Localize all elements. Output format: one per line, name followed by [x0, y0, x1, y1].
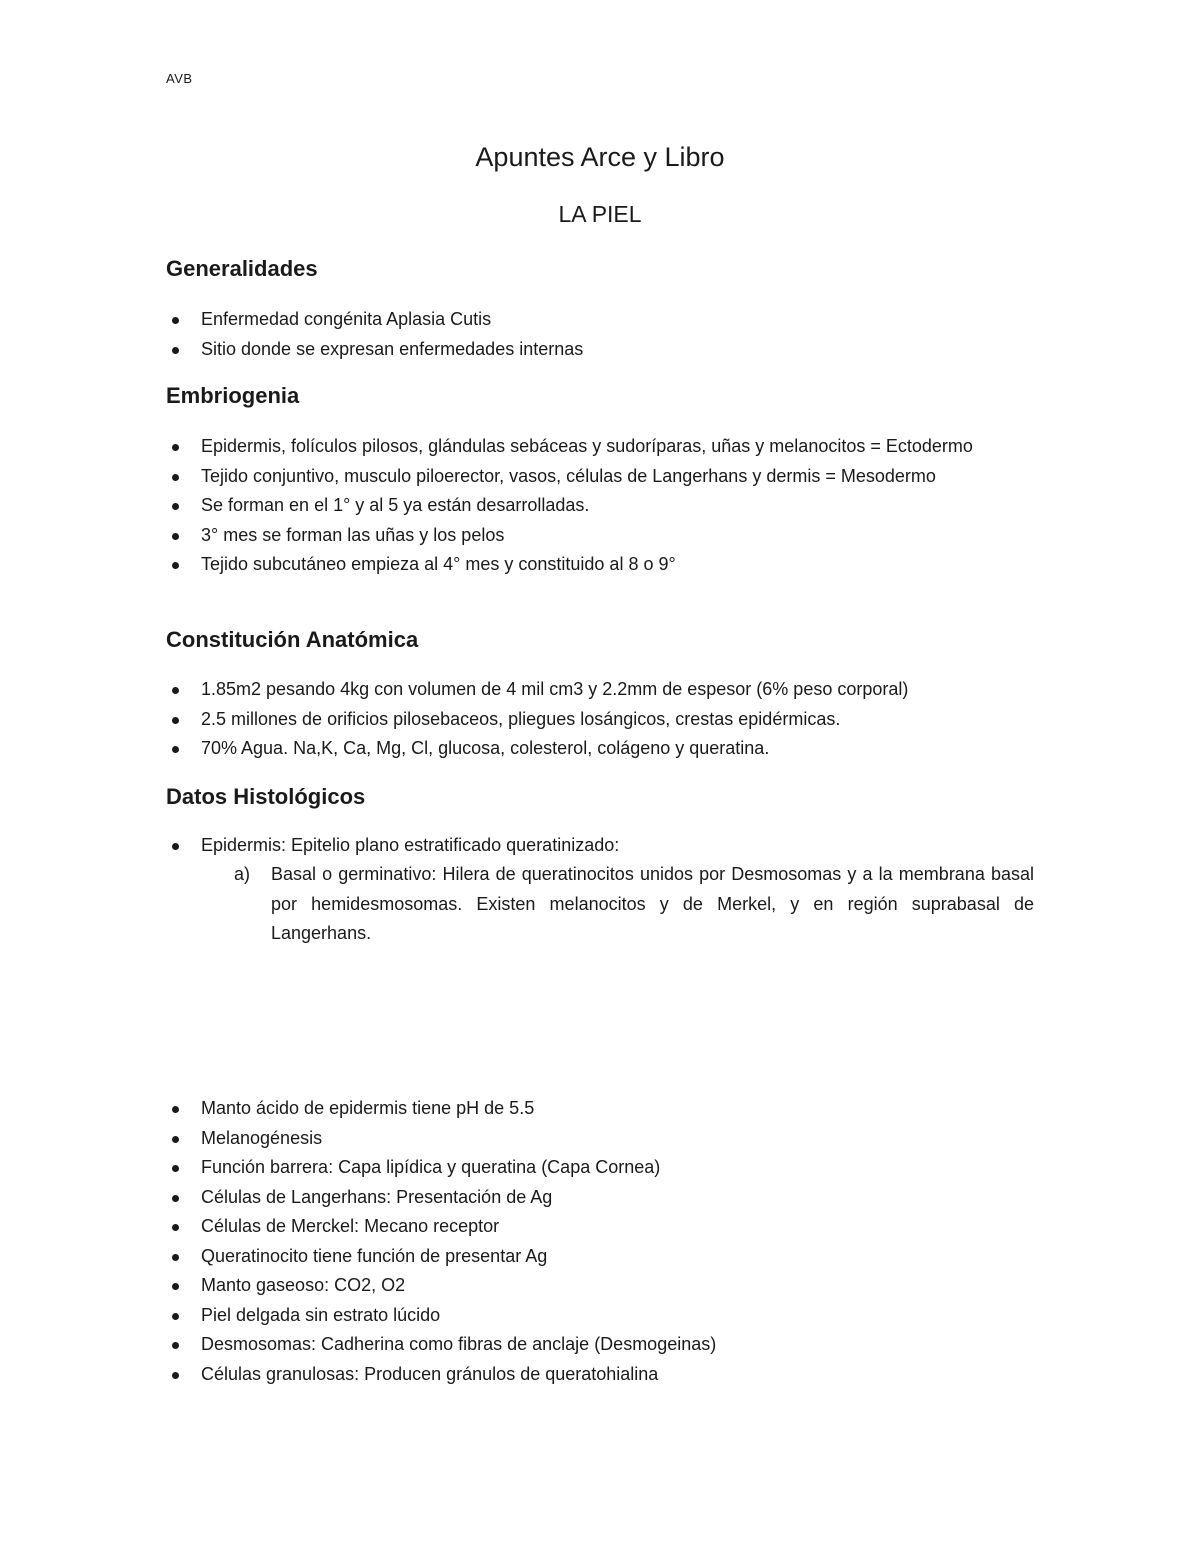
list-item: [166, 521, 1034, 551]
bullet-icon: [172, 562, 179, 569]
list-item-text: Manto gaseoso: CO2, O2: [201, 1275, 406, 1295]
document-title: Apuntes Arce y Libro: [475, 142, 725, 172]
list-item-text: Células granulosas: Producen gránulos de queratohialina: [201, 1363, 659, 1384]
list-item: [166, 1094, 1034, 1124]
list-item-text: Células de Langerhans: Presentación de Ag: [201, 1186, 553, 1207]
list-item: [166, 550, 1034, 580]
bullet-icon: [172, 687, 179, 694]
section-heading-constitucion: Constitución Anatómica: [166, 627, 419, 652]
bullet-icon: [172, 533, 179, 540]
list-item-text: Enfermedad congénita Aplasia Cutis: [201, 309, 492, 329]
list-item-text: Sitio donde se expresan enfermedades internas: [201, 338, 584, 359]
list-item: [166, 1153, 1034, 1183]
list-item-text: 1.85m2 pesando 4kg con volumen de 4 mil cm3 y 2.2mm de espesor (6% peso corporal): [201, 679, 909, 699]
list-item-text: 3° mes se forman las uñas y los pelos: [201, 524, 505, 545]
bullet-icon: [172, 717, 179, 724]
list-embriogenia: [166, 432, 1034, 580]
list-item-text: Tejido conjuntivo, musculo piloerector, vasos, células de Langerhans y dermis = Mesodermo: [201, 465, 936, 486]
section-heading-histologicos: Datos Histológicos: [166, 784, 366, 809]
list-item-text: Desmosomas: Cadherina como fibras de anclaje (Desmogeinas): [201, 1334, 717, 1354]
list-item: [166, 432, 1034, 462]
bullet-icon: [172, 1254, 179, 1261]
list-item: [166, 491, 1034, 521]
list-item-text: Se forman en el 1° y al 5 ya están desarrolladas.: [201, 495, 590, 515]
list-item: [166, 1242, 1034, 1272]
list-histologicos: [166, 831, 1034, 861]
list-constitucion: [166, 675, 1034, 764]
list-item: [166, 305, 1034, 335]
list-item-text: Epidermis: Epitelio plano estratificado queratinizado:: [201, 835, 620, 855]
list-item: [166, 675, 1034, 705]
bullet-icon: [172, 1224, 179, 1231]
list-item: [166, 705, 1034, 735]
list-item: [166, 1330, 1034, 1360]
section-heading-embriogenia: Embriogenia: [166, 383, 300, 408]
list-item-text: Manto ácido de epidermis tiene pH de 5.5: [201, 1098, 535, 1118]
list-item-text: Piel delgada sin estrato lúcido: [201, 1304, 441, 1325]
list-item-text: Epidermis, folículos pilosos, glándulas sebáceas y sudoríparas, uñas y melanocitos = Ectodermo: [201, 436, 973, 456]
sub-item-marker: a): [234, 864, 251, 884]
list-histologicos-more: [166, 1094, 1034, 1389]
list-item-text: 70% Agua. Na,K, Ca, Mg, Cl, glucosa, colesterol, colágeno y queratina.: [201, 738, 770, 758]
list-item: [166, 1212, 1034, 1242]
bullet-icon: [172, 1342, 179, 1349]
sub-item-text: Basal o germinativo: Hilera de queratinocitos unidos por Desmosomas y a la membrana basal por hemidesmosomas. Existen melanocitos y de Merkel, y en región suprabasal de Langerhans.: [271, 864, 1034, 943]
list-item: [166, 1360, 1034, 1390]
section-heading-generalidades: Generalidades: [166, 256, 318, 281]
list-item-text: Función barrera: Capa lipídica y queratina (Capa Cornea): [201, 1157, 661, 1177]
bullet-icon: [172, 843, 179, 850]
list-item: [166, 1124, 1034, 1154]
bullet-icon: [172, 317, 179, 324]
bullet-icon: [172, 347, 179, 354]
list-item: [166, 1301, 1034, 1331]
bullet-icon: [172, 746, 179, 753]
list-item: [166, 462, 1034, 492]
list-item: [166, 335, 1034, 365]
header-mark: AVB: [166, 71, 193, 86]
bullet-icon: [172, 1283, 179, 1290]
bullet-icon: [172, 1195, 179, 1202]
list-item: [166, 831, 1034, 861]
bullet-icon: [172, 503, 179, 510]
list-item-text: Queratinocito tiene función de presentar Ag: [201, 1245, 548, 1266]
list-generalidades: [166, 305, 1034, 364]
bullet-icon: [172, 1313, 179, 1320]
list-item: [166, 1271, 1034, 1301]
list-item: [166, 734, 1034, 764]
list-item-text: Melanogénesis: [201, 1127, 323, 1148]
bullet-icon: [172, 1165, 179, 1172]
list-item-text: Tejido subcutáneo empieza al 4° mes y constituido al 8 o 9°: [201, 554, 676, 574]
bullet-icon: [172, 1372, 179, 1379]
list-item: [166, 1183, 1034, 1213]
bullet-icon: [172, 1106, 179, 1113]
bullet-icon: [172, 1136, 179, 1143]
sub-list-item: [201, 860, 1034, 949]
bullet-icon: [172, 444, 179, 451]
list-item-text: 2.5 millones de orificios pilosebaceos, pliegues losángicos, crestas epidérmicas.: [201, 708, 841, 729]
list-item-text: Células de Merckel: Mecano receptor: [201, 1216, 500, 1236]
document-subtitle: LA PIEL: [558, 201, 642, 227]
sub-list-histologicos: [166, 860, 1034, 949]
bullet-icon: [172, 474, 179, 481]
